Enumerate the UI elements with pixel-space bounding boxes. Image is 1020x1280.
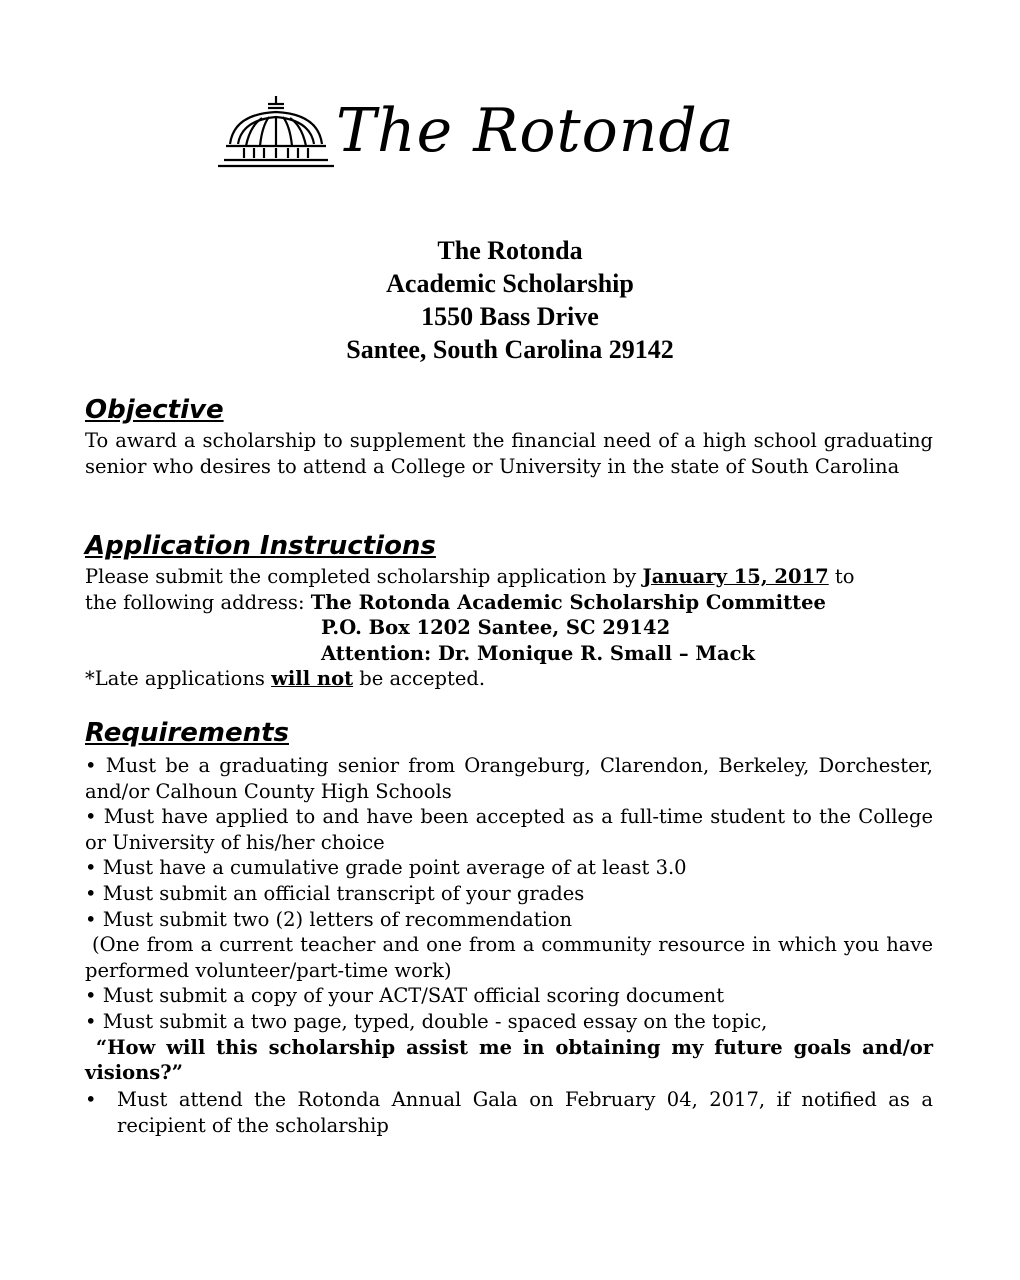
late-notice [85, 666, 933, 692]
header-city-state: Santee, South Carolina 29142 [346, 335, 674, 364]
deadline-date: January 15, 2017 [642, 565, 829, 588]
requirement-item: • Must submit an official transcript of your grades [85, 881, 585, 905]
address-po-box: P.O. Box 1202 Santee, SC 29142 [321, 616, 671, 640]
intro-text-end: to [828, 565, 855, 588]
gala-requirement-text: Must attend the Rotonda Annual Gala on February 04, 2017, if notified as a recipient of the scholarship [117, 1088, 933, 1137]
header-org-name: The Rotonda [437, 236, 583, 265]
address-attention: Attention: Dr. Monique R. Small – Mack [321, 641, 756, 665]
bullet-icon: • [85, 1088, 97, 1111]
address-line-1 [85, 590, 933, 616]
essay-question: “How will this scholarship assist me in obtaining my future goals and/or visions?” [85, 1035, 940, 1085]
rotunda-dome-icon [216, 92, 336, 174]
late-text-end: be accepted. [353, 667, 486, 691]
requirement-item: • Must submit two (2) letters of recommendation [85, 907, 573, 931]
document-header [0, 234, 1020, 366]
late-emphasis: will not [271, 667, 354, 691]
requirements-heading: Requirements [85, 718, 289, 748]
committee-name: The Rotonda Academic Scholarship Committee [310, 590, 826, 614]
requirement-item: • Must have a cumulative grade point average of at least 3.0 [85, 856, 687, 880]
requirement-note: (One from a current teacher and one from a community resource in which you have performed volunteer/part-time work) [85, 933, 940, 982]
gala-requirement [85, 1087, 933, 1138]
requirement-item: • Must be a graduating senior from Orangeburg, Clarendon, Berkeley, Dorchester, and/or Calhoun County High Schools [85, 754, 933, 803]
application-intro-line [85, 564, 933, 590]
objective-heading: Objective [85, 395, 224, 425]
intro-text: Please submit the completed scholarship application by [85, 565, 643, 588]
requirement-item: • Must submit a copy of your ACT/SAT official scoring document [85, 984, 725, 1008]
late-text: *Late applications [85, 667, 272, 691]
logo-wordmark: The Rotonda [336, 96, 735, 166]
requirement-item: • Must have applied to and have been accepted as a full-time student to the College or University of his/her choice [85, 805, 933, 854]
objective-text: To award a scholarship to supplement the financial need of a high school graduating senior who desires to attend a College or University in the state of South Carolina [85, 429, 933, 478]
requirements-list [85, 753, 940, 1086]
application-heading: Application Instructions [85, 531, 436, 561]
address-lead: the following address: [85, 590, 311, 614]
requirement-item: • Must submit a two page, typed, double - spaced essay on the topic, [85, 1009, 768, 1033]
rotonda-logo [216, 92, 736, 174]
application-instructions [85, 564, 933, 692]
header-scholarship-name: Academic Scholarship [386, 269, 634, 298]
header-street: 1550 Bass Drive [421, 302, 599, 331]
